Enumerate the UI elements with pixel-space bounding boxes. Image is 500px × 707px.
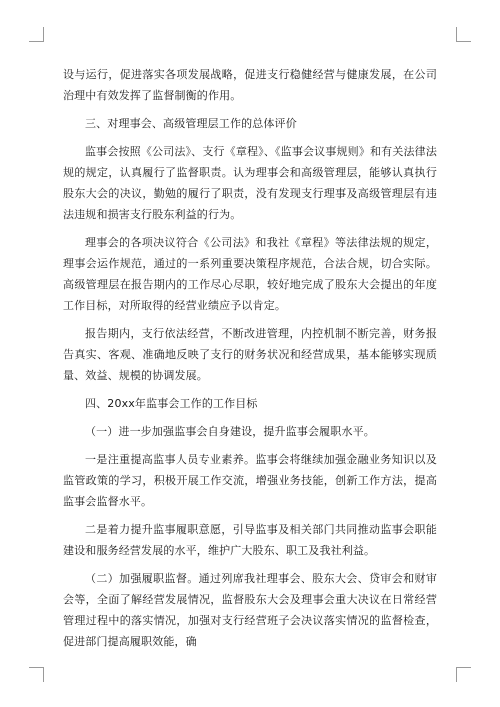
paragraph: （二）加强履职监督。通过列席我社理事会、股东大会、贷审会和财审会等，全面了解经营发展情况，监督股东大会及理事会重大决议在日常经营管理过程中的落实情况，加强对支行经营班子会决议落实情况的监督检查，促进部门提高履职效能，确 [63,572,437,648]
paragraph: 一是注重提高监事人员专业素养。监事会将继续加强金融业务知识以及监管政策的学习，积极开展工作交流，增强业务技能，创新工作方法，提高监事会监督水平。 [63,453,437,508]
crop-mark-top-left [29,27,44,42]
paragraph: 报告期内，支行依法经营，不断改进管理，内控机制不断完善，财务报告真实、客观、准确地反映了支行的财务状况和经营成果，基本能够实现质量、效益、规模的协调发展。 [63,327,437,382]
section-heading: 三、对理事会、高级管理层工作的总体评价 [85,117,297,130]
crop-mark-bottom-left [29,667,44,682]
crop-mark-bottom-right [456,667,471,682]
paragraph: 设与运行，促进落实各项发展战略，促进支行稳健经营与健康发展，在公司治理中有效发挥了监督制衡的作用。 [63,68,437,102]
paragraph: 二是着力提升监事履职意愿，引导监事及相关部门共同推动监事会职能建设和服务经营发展的水平，维护广大股东、职工及我社利益。 [63,523,437,557]
paragraph: 理事会的各项决议符合《公司法》和我社《章程》等法律法规的规定，理事会运作规范，通过的一系列重要决策程序规范，合法合规，切合实际。高级管理层在报告期内的工作尽心尽职，较好地完成了股东大会提出的年度工作目标，对所取得的经营业绩应予以肯定。 [63,236,437,312]
document-body [63,64,437,652]
paragraph: 监事会按照《公司法》、支行《章程》、《监事会议事规则》和有关法律法规的规定，认真履行了监督职责。认为理事会和高级管理层，能够认真执行股东大会的决议，勤勉的履行了职责，没有发现支行理事及高级管理层有违法违规和损害支行股东利益的行为。 [63,145,437,221]
paragraph: （一）进一步加强监事会自身建设，提升监事会履职水平。 [85,425,375,438]
crop-mark-top-right [456,27,471,42]
section-heading: 四、20xx年监事会工作的工作目标 [85,397,258,410]
